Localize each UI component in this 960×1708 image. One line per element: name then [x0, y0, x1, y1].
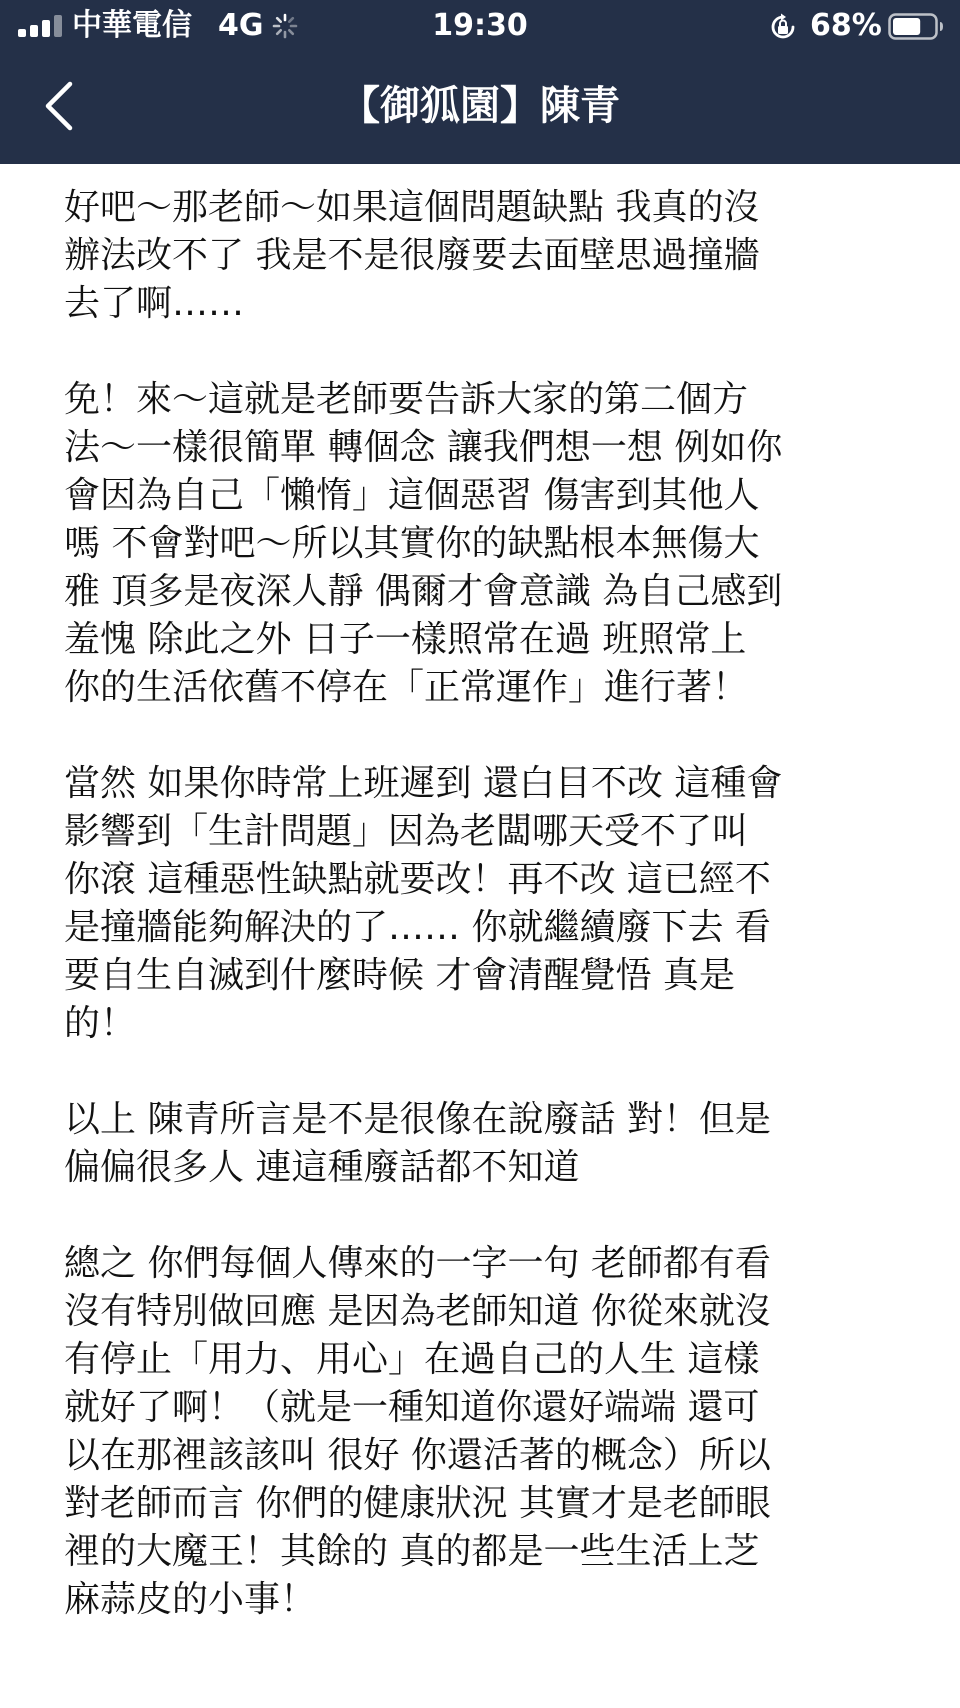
- battery-icon: [888, 13, 944, 40]
- clock-time: 19:30: [432, 8, 528, 43]
- page-title: 【御狐園】陳青: [340, 83, 620, 129]
- article-paragraph: 總之 你們每個人傳來的一字一句 老師都有看 沒有特別做回應 是因為老師知道 你從來就沒 有停止「用力、用心」在過自己的人生 這樣 就好了啊！（就是一種知道你還好端端 還可 以在那裡該該叫 很好 你還活著的概念）所以 對老師而言 你們的健康狀況 其實才是老師眼 裡的大魔王！其餘的 真的都是一些生活上芝 麻蒜皮的小事！: [64, 1243, 771, 1620]
- article-paragraph: 當然 如果你時常上班遲到 還白目不改 這種會 影響到「生計問題」因為老闆哪天受不了叫 你滾 這種惡性缺點就要改！再不改 這已經不 是撞牆能夠解決的了…… 你就繼續廢下去 看 要自生自滅到什麼時候 才會清醒覺悟 真是 的！: [64, 763, 783, 1044]
- network-type: 4G: [218, 8, 264, 43]
- app-header: [0, 0, 960, 164]
- carrier-name: 中華電信: [72, 8, 192, 43]
- article-paragraph: 免！來～這就是老師要告訴大家的第二個方 法～一樣很簡單 轉個念 讓我們想一想 例如你 會因為自己「懶惰」這個惡習 傷害到其他人 嗎 不會對吧～所以其實你的缺點根本無傷大 雅 頂多是夜深人靜 偶爾才會意識 為自己感到 羞愧 除此之外 日子一樣照常在過 班照常上 你的生活依舊不停在「正常運作」進行著！: [64, 379, 783, 708]
- battery-percentage: 68%: [810, 8, 882, 43]
- navigation-bar: [0, 52, 960, 164]
- status-bar: [0, 0, 960, 52]
- article-body: [64, 184, 894, 1672]
- article-paragraph: 以上 陳青所言是不是很像在說廢話 對！但是 偏偏很多人 連這種廢話都不知道: [64, 1099, 771, 1188]
- article-paragraph: 好吧～那老師～如果這個問題缺點 我真的沒 辦法改不了 我是不是很廢要去面壁思過撞牆 去了啊……: [64, 187, 760, 324]
- rotation-lock-icon: [768, 12, 798, 42]
